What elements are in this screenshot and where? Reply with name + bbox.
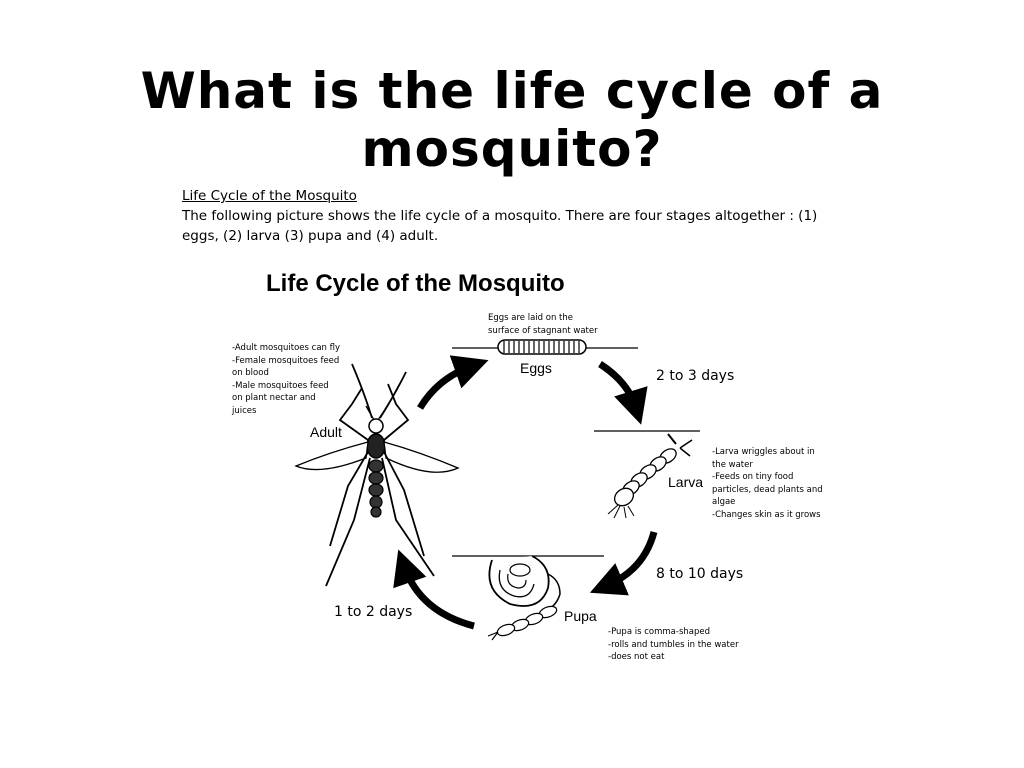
- note-line: surface of stagnant water: [488, 325, 598, 336]
- eggs-raft: [498, 340, 586, 354]
- intro-line-1: The following picture shows the life cycle of a mosquito. There are four stages altogether : (1): [182, 208, 818, 224]
- arrow-eggs-to-larva: [600, 364, 636, 408]
- note-line: the water: [712, 459, 753, 470]
- note-line: on plant nectar and: [232, 393, 316, 403]
- arrow-pupa-to-adult: [404, 566, 474, 626]
- note-line: -Feeds on tiny food: [712, 472, 794, 482]
- note-line: -Male mosquitoes feed: [232, 380, 329, 391]
- pupa-illustration: [488, 556, 560, 640]
- note-line: -Female mosquitoes feed: [232, 355, 340, 366]
- diagram-title: Life Cycle of the Mosquito: [266, 270, 565, 297]
- arrow-larva-to-pupa: [606, 532, 654, 586]
- note-line: -does not eat: [608, 652, 665, 662]
- note-line: on blood: [232, 368, 269, 378]
- note-line: particles, dead plants and: [712, 484, 823, 495]
- note-line: -Larva wriggles about in: [712, 447, 815, 457]
- note-line: -Adult mosquitoes can fly: [232, 343, 341, 353]
- stage-label-eggs: Eggs: [520, 360, 552, 376]
- note-line: juices: [232, 405, 257, 416]
- slide-title: What is the life cycle of a mosquito?: [140, 62, 884, 178]
- arrow-adult-to-eggs: [420, 366, 472, 408]
- eggs-note: [488, 312, 598, 337]
- duration-larva-to-pupa: 8 to 10 days: [656, 566, 744, 582]
- note-line: -Changes skin as it grows: [712, 509, 821, 520]
- intro-heading: Life Cycle of the Mosquito: [182, 188, 357, 204]
- adult-note: [232, 342, 340, 417]
- note-line: -rolls and tumbles in the water: [608, 639, 739, 650]
- stage-label-larva: Larva: [668, 474, 704, 490]
- note-line: -Pupa is comma-shaped: [608, 627, 710, 637]
- duration-pupa-to-adult: 1 to 2 days: [334, 604, 413, 620]
- pupa-note: [608, 626, 739, 664]
- stage-label-adult: Adult: [310, 424, 342, 440]
- duration-eggs-to-larva: 2 to 3 days: [656, 368, 735, 384]
- larva-note: [712, 446, 823, 521]
- note-line: algae: [712, 497, 736, 507]
- note-line: Eggs are laid on the: [488, 313, 574, 323]
- stage-label-pupa: Pupa: [564, 608, 597, 624]
- intro-line-2: eggs, (2) larva (3) pupa and (4) adult.: [182, 228, 439, 244]
